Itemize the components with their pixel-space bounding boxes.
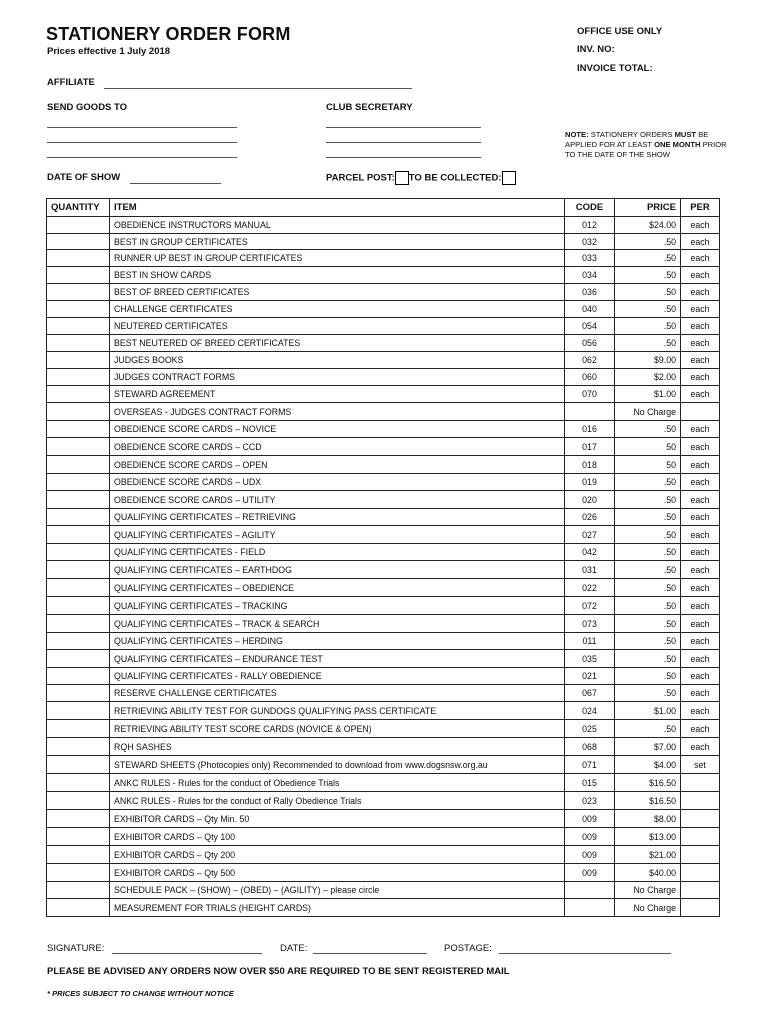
per-cell: each: [681, 267, 720, 284]
per-cell: each: [681, 491, 720, 509]
per-cell: set: [681, 756, 720, 774]
code-cell: 012: [565, 217, 615, 234]
to-be-collected-label: TO BE COLLECTED:: [408, 172, 502, 184]
per-cell: each: [681, 474, 720, 491]
per-cell: each: [681, 597, 720, 615]
table-row: [47, 882, 720, 899]
quantity-cell[interactable]: [47, 386, 110, 403]
table-row: [47, 491, 720, 509]
item-cell: OBEDIENCE SCORE CARDS – OPEN: [110, 456, 565, 474]
send-goods-line-2[interactable]: [47, 142, 237, 143]
price-cell: .50: [615, 318, 681, 335]
table-row: [47, 756, 720, 774]
per-cell: [681, 899, 720, 917]
code-cell: [565, 882, 615, 899]
parcel-post-checkbox[interactable]: [395, 171, 409, 185]
order-timing-note: NOTE: STATIONERY ORDERS MUST BE APPLIED FOR AT LEAST ONE MONTH PRIOR TO THE DATE OF THE SHOW: [565, 130, 727, 159]
date-label: DATE:: [280, 943, 308, 954]
quantity-cell[interactable]: [47, 456, 110, 474]
per-cell: [681, 846, 720, 864]
code-cell: [565, 899, 615, 917]
table-row: [47, 526, 720, 544]
table-row: [47, 438, 720, 456]
item-cell: EXHIBITOR CARDS – Qty 200: [110, 846, 565, 864]
table-row: [47, 864, 720, 882]
per-cell: each: [681, 633, 720, 650]
item-cell: EXHIBITOR CARDS – Qty Min. 50: [110, 810, 565, 828]
price-cell: $2.00: [615, 369, 681, 386]
price-cell: .50: [615, 234, 681, 250]
table-row: [47, 234, 720, 250]
table-row: [47, 544, 720, 561]
quantity-cell[interactable]: [47, 685, 110, 702]
quantity-cell[interactable]: [47, 846, 110, 864]
table-row: [47, 668, 720, 685]
per-cell: each: [681, 284, 720, 301]
date-of-show-field[interactable]: [130, 183, 221, 184]
item-cell: SCHEDULE PACK – (SHOW) – (OBED) – (AGILITY) – please circle: [110, 882, 565, 899]
item-cell: JUDGES CONTRACT FORMS: [110, 369, 565, 386]
per-cell: [681, 403, 720, 421]
table-row: [47, 774, 720, 792]
code-cell: 018: [565, 456, 615, 474]
per-cell: each: [681, 702, 720, 720]
item-cell: CHALLENGE CERTIFICATES: [110, 301, 565, 318]
parcel-post-label: PARCEL POST:: [326, 172, 395, 184]
quantity-cell[interactable]: [47, 720, 110, 738]
item-cell: RUNNER UP BEST IN GROUP CERTIFICATES: [110, 250, 565, 267]
item-cell: STEWARD SHEETS (Photocopies only) Recommended to download from www.dogsnsw.org.au: [110, 756, 565, 774]
table-row: [47, 456, 720, 474]
code-cell: 073: [565, 615, 615, 633]
quantity-cell[interactable]: [47, 284, 110, 301]
per-cell: each: [681, 335, 720, 352]
price-cell: No Charge: [615, 899, 681, 917]
inv-no-label: INV. NO:: [577, 44, 615, 55]
code-cell: 009: [565, 864, 615, 882]
item-cell: OBEDIENCE SCORE CARDS – UTILITY: [110, 491, 565, 509]
invoice-total-label: INVOICE TOTAL:: [577, 63, 653, 74]
item-cell: QUALIFYING CERTIFICATES – OBEDIENCE: [110, 579, 565, 597]
quantity-cell[interactable]: [47, 403, 110, 421]
quantity-cell[interactable]: [47, 526, 110, 544]
table-row: [47, 579, 720, 597]
quantity-cell[interactable]: [47, 738, 110, 756]
code-cell: 022: [565, 579, 615, 597]
per-cell: each: [681, 579, 720, 597]
delivery-options: [326, 171, 516, 185]
price-cell: .50: [615, 301, 681, 318]
code-cell: 071: [565, 756, 615, 774]
quantity-cell[interactable]: [47, 899, 110, 917]
code-cell: 067: [565, 685, 615, 702]
code-cell: 031: [565, 561, 615, 579]
quantity-cell[interactable]: [47, 828, 110, 846]
quantity-cell[interactable]: [47, 650, 110, 668]
code-cell: [565, 403, 615, 421]
quantity-cell[interactable]: [47, 756, 110, 774]
price-cell: $1.00: [615, 386, 681, 403]
quantity-cell[interactable]: [47, 633, 110, 650]
per-cell: each: [681, 685, 720, 702]
club-secretary-line-2[interactable]: [326, 142, 481, 143]
table-row: [47, 474, 720, 491]
code-cell: 035: [565, 650, 615, 668]
code-cell: 036: [565, 284, 615, 301]
price-cell: .50: [615, 474, 681, 491]
table-row: [47, 899, 720, 917]
price-cell: .50: [615, 267, 681, 284]
price-cell: No Charge: [615, 882, 681, 899]
price-cell: $1.00: [615, 702, 681, 720]
quantity-cell[interactable]: [47, 267, 110, 284]
item-cell: BEST OF BREED CERTIFICATES: [110, 284, 565, 301]
price-cell: $16.50: [615, 792, 681, 810]
item-cell: RESERVE CHALLENGE CERTIFICATES: [110, 685, 565, 702]
per-cell: [681, 864, 720, 882]
office-use-label: OFFICE USE ONLY: [577, 26, 663, 37]
quantity-cell[interactable]: [47, 615, 110, 633]
table-row: [47, 421, 720, 438]
quantity-cell[interactable]: [47, 561, 110, 579]
code-cell: 019: [565, 474, 615, 491]
table-row: [47, 369, 720, 386]
price-cell: $40.00: [615, 864, 681, 882]
code-cell: 026: [565, 509, 615, 526]
quantity-cell[interactable]: [47, 438, 110, 456]
per-cell: each: [681, 650, 720, 668]
item-cell: EXHIBITOR CARDS – Qty 500: [110, 864, 565, 882]
table-row: [47, 267, 720, 284]
quantity-cell[interactable]: [47, 702, 110, 720]
price-cell: .50: [615, 526, 681, 544]
quantity-cell[interactable]: [47, 234, 110, 250]
table-row: [47, 702, 720, 720]
per-cell: each: [681, 352, 720, 369]
price-cell: .50: [615, 250, 681, 267]
quantity-cell[interactable]: [47, 597, 110, 615]
per-cell: each: [681, 615, 720, 633]
code-cell: 024: [565, 702, 615, 720]
date-of-show-label: DATE OF SHOW: [47, 172, 121, 183]
table-row: [47, 335, 720, 352]
item-cell: NEUTERED CERTIFICATES: [110, 318, 565, 335]
item-cell: QUALIFYING CERTIFICATES – EARTHDOG: [110, 561, 565, 579]
code-cell: 011: [565, 633, 615, 650]
item-cell: QUALIFYING CERTIFICATES – TRACK & SEARCH: [110, 615, 565, 633]
per-cell: [681, 828, 720, 846]
per-cell: each: [681, 668, 720, 685]
to-be-collected-checkbox[interactable]: [502, 171, 516, 185]
code-cell: 033: [565, 250, 615, 267]
item-header: ITEM: [110, 199, 565, 217]
item-cell: MEASUREMENT FOR TRIALS (HEIGHT CARDS): [110, 899, 565, 917]
table-row: [47, 597, 720, 615]
code-header: CODE: [565, 199, 615, 217]
price-cell: .50: [615, 597, 681, 615]
item-cell: RETRIEVING ABILITY TEST SCORE CARDS (NOVICE & OPEN): [110, 720, 565, 738]
quantity-cell[interactable]: [47, 250, 110, 267]
code-cell: 068: [565, 738, 615, 756]
price-cell: .50: [615, 491, 681, 509]
price-cell: No Charge: [615, 403, 681, 421]
code-cell: 020: [565, 491, 615, 509]
price-cell: $16.50: [615, 774, 681, 792]
price-cell: .50: [615, 720, 681, 738]
table-row: [47, 792, 720, 810]
registered-mail-advice: PLEASE BE ADVISED ANY ORDERS NOW OVER $50 ARE REQUIRED TO BE SENT REGISTERED MAIL: [47, 966, 510, 977]
per-cell: each: [681, 456, 720, 474]
per-cell: each: [681, 250, 720, 267]
code-cell: 034: [565, 267, 615, 284]
code-cell: 021: [565, 668, 615, 685]
item-cell: QUALIFYING CERTIFICATES – RETRIEVING: [110, 509, 565, 526]
table-header-row: [47, 199, 720, 217]
per-cell: each: [681, 421, 720, 438]
code-cell: 072: [565, 597, 615, 615]
code-cell: 056: [565, 335, 615, 352]
per-cell: each: [681, 526, 720, 544]
price-cell: $8.00: [615, 810, 681, 828]
order-table: [46, 198, 720, 917]
send-goods-label: SEND GOODS TO: [47, 102, 128, 113]
quantity-cell[interactable]: [47, 318, 110, 335]
code-cell: 040: [565, 301, 615, 318]
price-cell: .50: [615, 579, 681, 597]
price-cell: .50: [615, 668, 681, 685]
code-cell: 016: [565, 421, 615, 438]
per-cell: [681, 882, 720, 899]
item-cell: QUALIFYING CERTIFICATES – HERDING: [110, 633, 565, 650]
per-cell: [681, 774, 720, 792]
quantity-cell[interactable]: [47, 421, 110, 438]
table-row: [47, 828, 720, 846]
table-row: [47, 318, 720, 335]
table-row: [47, 284, 720, 301]
postage-label: POSTAGE:: [444, 943, 492, 954]
table-row: [47, 250, 720, 267]
quantity-cell[interactable]: [47, 864, 110, 882]
date-field[interactable]: [313, 953, 427, 954]
per-cell: [681, 810, 720, 828]
item-cell: OVERSEAS - JUDGES CONTRACT FORMS: [110, 403, 565, 421]
price-cell: .50: [615, 335, 681, 352]
price-cell: .50: [615, 561, 681, 579]
item-cell: BEST IN SHOW CARDS: [110, 267, 565, 284]
table-row: [47, 301, 720, 318]
code-cell: 009: [565, 846, 615, 864]
per-cell: each: [681, 720, 720, 738]
code-cell: 060: [565, 369, 615, 386]
prices-effective-note: Prices effective 1 July 2018: [47, 46, 171, 57]
quantity-cell[interactable]: [47, 792, 110, 810]
code-cell: 023: [565, 792, 615, 810]
price-cell: $21.00: [615, 846, 681, 864]
code-cell: 027: [565, 526, 615, 544]
club-secretary-line-1[interactable]: [326, 127, 481, 128]
postage-field[interactable]: [499, 953, 671, 954]
quantity-cell[interactable]: [47, 668, 110, 685]
affiliate-field[interactable]: [104, 88, 412, 89]
per-cell: each: [681, 318, 720, 335]
quantity-cell[interactable]: [47, 491, 110, 509]
item-cell: BEST NEUTERED OF BREED CERTIFICATES: [110, 335, 565, 352]
table-row: [47, 561, 720, 579]
code-cell: 062: [565, 352, 615, 369]
quantity-cell[interactable]: [47, 352, 110, 369]
per-cell: each: [681, 509, 720, 526]
signature-label: SIGNATURE:: [47, 943, 105, 954]
quantity-cell[interactable]: [47, 810, 110, 828]
signature-field[interactable]: [112, 953, 262, 954]
price-cell: .50: [615, 650, 681, 668]
item-cell: ANKC RULES - Rules for the conduct of Obedience Trials: [110, 774, 565, 792]
form-title: STATIONERY ORDER FORM: [46, 24, 291, 44]
price-cell: $13.00: [615, 828, 681, 846]
code-cell: 017: [565, 438, 615, 456]
price-cell: .50: [615, 685, 681, 702]
price-cell: $7.00: [615, 738, 681, 756]
price-cell: .50: [615, 633, 681, 650]
table-row: [47, 509, 720, 526]
item-cell: OBEDIENCE SCORE CARDS – NOVICE: [110, 421, 565, 438]
price-cell: .50: [615, 509, 681, 526]
per-header: PER: [681, 199, 720, 217]
price-cell: .50: [615, 421, 681, 438]
quantity-cell[interactable]: [47, 335, 110, 352]
price-cell: $9.00: [615, 352, 681, 369]
quantity-cell[interactable]: [47, 882, 110, 899]
quantity-cell[interactable]: [47, 217, 110, 234]
item-cell: QUALIFYING CERTIFICATES – TRACKING: [110, 597, 565, 615]
per-cell: each: [681, 438, 720, 456]
item-cell: ANKC RULES - Rules for the conduct of Rally Obedience Trials: [110, 792, 565, 810]
quantity-header: QUANTITY: [47, 199, 110, 217]
price-cell: .50: [615, 544, 681, 561]
quantity-cell[interactable]: [47, 509, 110, 526]
table-row: [47, 615, 720, 633]
table-row: [47, 386, 720, 403]
per-cell: each: [681, 301, 720, 318]
code-cell: 015: [565, 774, 615, 792]
price-cell: 50: [615, 438, 681, 456]
item-cell: QUALIFYING CERTIFICATES – AGILITY: [110, 526, 565, 544]
per-cell: each: [681, 234, 720, 250]
per-cell: [681, 792, 720, 810]
quantity-cell[interactable]: [47, 544, 110, 561]
table-row: [47, 720, 720, 738]
item-cell: JUDGES BOOKS: [110, 352, 565, 369]
quantity-cell[interactable]: [47, 301, 110, 318]
table-row: [47, 685, 720, 702]
send-goods-line-3[interactable]: [47, 157, 237, 158]
item-cell: OBEDIENCE SCORE CARDS – UDX: [110, 474, 565, 491]
per-cell: each: [681, 386, 720, 403]
price-cell: .50: [615, 284, 681, 301]
code-cell: 070: [565, 386, 615, 403]
table-row: [47, 217, 720, 234]
quantity-cell[interactable]: [47, 369, 110, 386]
code-cell: 009: [565, 828, 615, 846]
item-cell: BEST IN GROUP CERTIFICATES: [110, 234, 565, 250]
per-cell: each: [681, 369, 720, 386]
table-row: [47, 846, 720, 864]
item-cell: OBEDIENCE INSTRUCTORS MANUAL: [110, 217, 565, 234]
item-cell: EXHIBITOR CARDS – Qty 100: [110, 828, 565, 846]
table-row: [47, 352, 720, 369]
code-cell: 054: [565, 318, 615, 335]
item-cell: QUALIFYING CERTIFICATES – ENDURANCE TEST: [110, 650, 565, 668]
price-header: PRICE: [615, 199, 681, 217]
table-row: [47, 810, 720, 828]
table-row: [47, 633, 720, 650]
item-cell: RQH SASHES: [110, 738, 565, 756]
code-cell: 009: [565, 810, 615, 828]
per-cell: each: [681, 561, 720, 579]
code-cell: 042: [565, 544, 615, 561]
table-row: [47, 738, 720, 756]
price-cell: .50: [615, 615, 681, 633]
quantity-cell[interactable]: [47, 474, 110, 491]
send-goods-line-1[interactable]: [47, 127, 237, 128]
item-cell: RETRIEVING ABILITY TEST FOR GUNDOGS QUALIFYING PASS CERTIFICATE: [110, 702, 565, 720]
item-cell: QUALIFYING CERTIFICATES - RALLY OBEDIENCE: [110, 668, 565, 685]
code-cell: 025: [565, 720, 615, 738]
quantity-cell[interactable]: [47, 774, 110, 792]
per-cell: each: [681, 738, 720, 756]
item-cell: QUALIFYING CERTIFICATES - FIELD: [110, 544, 565, 561]
price-cell: $4.00: [615, 756, 681, 774]
price-disclaimer: * PRICES SUBJECT TO CHANGE WITHOUT NOTICE: [47, 989, 234, 998]
table-row: [47, 650, 720, 668]
club-secretary-line-3[interactable]: [326, 157, 481, 158]
item-cell: STEWARD AGREEMENT: [110, 386, 565, 403]
quantity-cell[interactable]: [47, 579, 110, 597]
item-cell: OBEDIENCE SCORE CARDS – CCD: [110, 438, 565, 456]
club-secretary-label: CLUB SECRETARY: [326, 102, 413, 113]
code-cell: 032: [565, 234, 615, 250]
per-cell: each: [681, 544, 720, 561]
table-row: [47, 403, 720, 421]
affiliate-label: AFFILIATE: [47, 77, 95, 88]
price-cell: 50: [615, 456, 681, 474]
per-cell: each: [681, 217, 720, 234]
price-cell: $24.00: [615, 217, 681, 234]
